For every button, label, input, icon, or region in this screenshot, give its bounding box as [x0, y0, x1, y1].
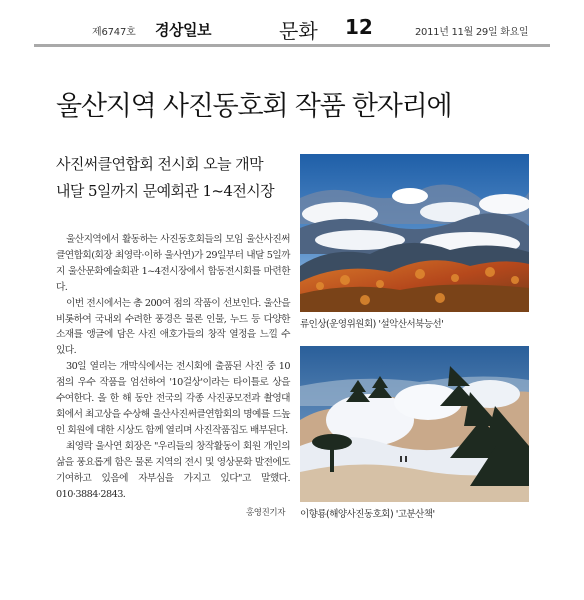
photo-seorak-ridge [300, 154, 529, 312]
article-paragraph: 이번 전시에서는 총 200여 점의 작품이 선보인다. 울산을 비롯하여 국내외 수려한 풍경은 물론 인물, 누드 등 다양한 소재를 앵글에 담은 사진 애호가들의 창작 열정을 느낄 수 있다. [56, 297, 290, 357]
article-paragraph: 30일 열리는 개막식에서는 전시회에 출품된 사진 중 10점의 우수 작품을 엄선하여 '10걸상'이라는 타이틀로 상을 수여한다. 올 한 해 동안 전국의 각종 사진공모전과 촬영대회에서 최고상을 수상해 울산사진써클연합회의 명예를 드높인 회원에 대한 시상도 함께 열리며 사진작품집도 배부된다. [56, 361, 290, 436]
header-rule [34, 44, 550, 47]
photo-caption-2: 이향룡(해양사진동호회) '고분산책' [300, 509, 435, 520]
reporter-byline: 홍영진기자 [246, 508, 286, 518]
mountain-cloud-photo [300, 154, 529, 312]
article-paragraph: 울산지역에서 활동하는 사진동호회들의 모임 울산사진써클연합회(회장 최영락·이하 울사연)가 29일부터 내달 5일까지 울산문화예술회관 1~4전시장에서 합동전시회를 마련한다. [56, 234, 290, 293]
section-name: 문화 [279, 19, 318, 43]
article-body [56, 232, 290, 502]
masthead [34, 14, 550, 44]
snowy-mounds-photo [300, 346, 529, 502]
issue-number: 제6747호 [92, 27, 136, 38]
article-headline: 울산지역 사진동호회 작품 한자리에 [56, 91, 452, 122]
publication-date: 2011년 11월 29일 화요일 [415, 27, 529, 38]
photo-caption-1: 류인상(운영위원회) '설악산서북능선' [300, 319, 444, 330]
article-subhead-2: 내달 5일까지 문예회관 1~4전시장 [56, 182, 274, 200]
article-subhead-1: 사진써클연합회 전시회 오늘 개막 [56, 155, 263, 173]
article-paragraph: 최영락 울사연 회장은 "우리들의 창작활동이 회원 개인의 삶을 풍요롭게 함은 물론 지역의 전시 및 영상문화 발전에도 기여하고 있음에 자부심을 가지고 있다"고 말했다. 010·3884·2843. [56, 440, 290, 500]
page-number: 12 [345, 15, 373, 39]
photo-tumuli-walk [300, 346, 529, 502]
newspaper-name: 경상일보 [155, 21, 211, 39]
